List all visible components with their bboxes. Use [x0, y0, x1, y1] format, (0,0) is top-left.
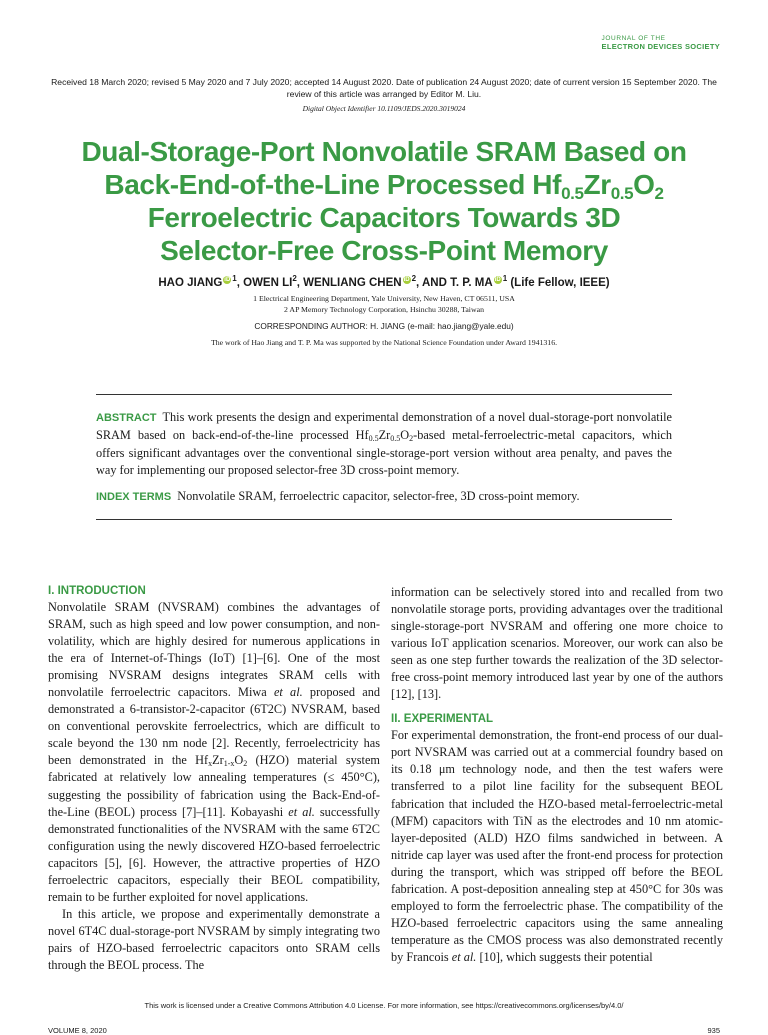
section-heading-introduction: I. INTRODUCTION: [48, 585, 146, 597]
footer-volume: VOLUME 8, 2020: [48, 1026, 107, 1035]
affiliation-1: 1 Electrical Engineering Department, Yale University, New Haven, CT 06511, USA: [253, 294, 515, 303]
intro-p1-text-a: Nonvolatile SRAM (NVSRAM) combines the advantages of SRAM, such as high speed and low power consumption, and non-volatility, which are highly desired for numerous applications in the era of Internet-of-Things (IoT) [1]–[6]. One of the most promising NVSRAM designs integrates SRAM cells with nonvolatile ferroelectric capacitors. Miwa: [48, 600, 380, 700]
title-line1: Dual-Storage-Port Nonvolatile SRAM Based on: [81, 136, 687, 167]
experimental-paragraph-1: [391, 727, 723, 966]
orcid-icon[interactable]: iD: [494, 276, 501, 283]
journal-logo: [602, 36, 720, 51]
intro-p1-sub1: x: [208, 759, 213, 769]
index-terms-label: INDEX TERMS: [96, 491, 172, 503]
intro-p1-sub2: 1-x: [223, 759, 235, 769]
intro-p1-text-d: O: [234, 753, 244, 768]
exp-p1-text-a: For experimental demonstration, the front-end process of our dual-port NVSRAM was carried out at a commercial foundry based on its 0.18 μm technology node, and then the test wafers were transferred to a pilot line facility for the subsequent BEOL fabrication that included the HZO-based metal-ferroelectric-metal (MFM) capacitors with TiN as the electrodes and 10 nm atomic-layer-deposited (ALD) HZO films sandwiched in between. A nitride cap layer was used after the front-end process for protection during the transport, which was stripped off before the BEOL fabrication. A post-deposition annealing step at 450°C for 30s was employed to form the ferroelectric phase. The compatibility of the HZO-based ferroelectric capacitors using the same annealing temperature as the CMOS process was also demonstrated recently by Francois: [391, 728, 723, 964]
intro-p1-text-e: (HZO) material system fabricated at relatively low annealing temperatures (≤ 450°C), suggesting the possibility of fabrication using the Back-End-of-the-Line (BEOL) process [7]–[11]. Kobayashi: [48, 753, 380, 819]
doi: Digital Object Identifier 10.1109/JEDS.2020.3019024: [302, 104, 466, 113]
title-line3: Ferroelectric Capacitors Towards 3D: [147, 202, 621, 233]
author-2: , OWEN LI: [236, 276, 293, 289]
intro-paragraph-2: In this article, we propose and experimentally demonstrate a novel 6T4C dual-storage-port NVSRAM by simply integrating two pairs of HZO-based ferroelectric capacitors onto SRAM cells through the BEOL process. The: [48, 906, 380, 972]
author-3: , WENLIANG CHEN: [296, 276, 402, 289]
corresponding-author: CORRESPONDING AUTHOR: H. JIANG (e-mail: hao.jiang@yale.edu): [254, 321, 514, 331]
intro-p1-sub3: 2: [243, 759, 248, 769]
intro-p1-text-b: proposed and demonstrated a 6-transistor-2-capacitor (6T2C) NVSRAM, based on conventional perovskite ferroelectrics, which are difficult to scale beyond the 130 nm node [2]. Recently, ferroelectricity has been demonstrated in the Hf: [48, 685, 380, 768]
abstract-sub1: 0.5: [368, 434, 379, 444]
title-line4: Selector-Free Cross-Point Memory: [160, 235, 608, 266]
journal-logo-line2: ELECTRON DEVICES SOCIETY: [601, 41, 720, 51]
title-line2c: O: [633, 169, 655, 200]
journal-logo-line1: JOURNAL OF THE: [601, 35, 666, 42]
title-sub1: 0.5: [561, 184, 584, 203]
left-column: [48, 584, 380, 974]
abstract-bottom-rule: [96, 519, 672, 520]
title-sub3: 2: [654, 184, 664, 203]
abstract-label: ABSTRACT: [96, 412, 157, 424]
title-line2b: Zr: [583, 169, 611, 200]
exp-p1-etal: et al.: [451, 949, 477, 964]
intro-paragraph-3: information can be selectively stored into and recalled from two nonvolatile storage ports, providing advantages over the traditional single-storage-port NVSRAM and offering one more choice to various IoT application scenarios. Moreover, our work can also be seen as one step further towards the realization of the 3D selector-free cross-point memory introduced last year by one of the authors [12], [13].: [391, 585, 723, 702]
abstract-sub2: 0.5: [390, 434, 401, 444]
abstract-sub3: 2: [409, 434, 414, 444]
title-sub2: 0.5: [610, 184, 634, 203]
right-column: [391, 584, 723, 966]
intro-p1-text-f: successfully demonstrated functionalities of the NVSRAM with the same 6T2C configuration using the newly discovered HZO-based ferroelectric capacitors [5], [6]. However, the attractive properties of HZO ferroelectric capacitors, especially their BEOL compatibility, remain to be further exploited for novel applications.: [48, 804, 380, 904]
orcid-icon[interactable]: iD: [403, 276, 410, 283]
exp-p1-text-b: [10], which suggests their potential: [476, 949, 653, 964]
title-line2a: Back-End-of-the-Line Processed Hf: [104, 169, 562, 200]
author-4-suffix: (Life Fellow, IEEE): [507, 276, 610, 289]
funding-note: The work of Hao Jiang and T. P. Ma was supported by the National Science Foundation under Award 1941316.: [210, 338, 558, 347]
received-dates: Received 18 March 2020; revised 5 May 2020 and 7 July 2020; accepted 14 August 2020. Date of publication 24 August 2020; date of current version 15 September 2020. The review of this article was arranged by Editor M. Liu.: [51, 77, 717, 99]
paper-title: [30, 135, 738, 267]
abstract-text-a: This work presents the design and experimental demonstration of a novel dual-storage-port nonvolatile SRAM based on back-end-of-the-line processed Hf: [96, 410, 672, 443]
intro-paragraph-1: [48, 599, 380, 906]
license-notice: This work is licensed under a Creative Commons Attribution 4.0 License. For more information, see https://creativecommons.org/licenses/by/4.0/: [144, 1001, 624, 1010]
intro-p1-etal-2: et al.: [288, 804, 315, 819]
footer-page-number: 935: [707, 1026, 720, 1035]
section-heading-experimental: II. EXPERIMENTAL: [391, 713, 494, 726]
author-3-sup: 2: [411, 274, 417, 283]
intro-p1-etal-1: et al.: [273, 685, 303, 700]
orcid-icon[interactable]: iD: [224, 276, 231, 283]
abstract-text-b: Zr: [378, 428, 391, 443]
abstract: [96, 409, 672, 480]
author-4: , AND T. P. MA: [416, 276, 493, 289]
abstract-top-rule: [96, 394, 672, 395]
author-2-sup: 2: [292, 274, 297, 283]
index-terms-text: Nonvolatile SRAM, ferroelectric capacitor, selector-free, 3D cross-point memory.: [177, 489, 580, 503]
abstract-text-c: O: [400, 428, 410, 443]
abstract-text-d: -based metal-ferroelectric-metal capacitors, which offers significant advantages over the conventional single-storage-port version without area penalty, and paves the way for implementing our proposed selector-free 3D cross-point memory.: [96, 428, 672, 478]
author-1-sup: 1: [232, 274, 237, 283]
index-terms: [96, 488, 672, 506]
intro-p1-text-c: Zr: [212, 753, 224, 768]
affiliation-2: 2 AP Memory Technology Corporation, Hsinchu 30288, Taiwan: [284, 305, 484, 314]
author-4-sup: 1: [502, 274, 508, 283]
author-list: [48, 274, 720, 289]
author-1: HAO JIANG: [158, 276, 223, 289]
